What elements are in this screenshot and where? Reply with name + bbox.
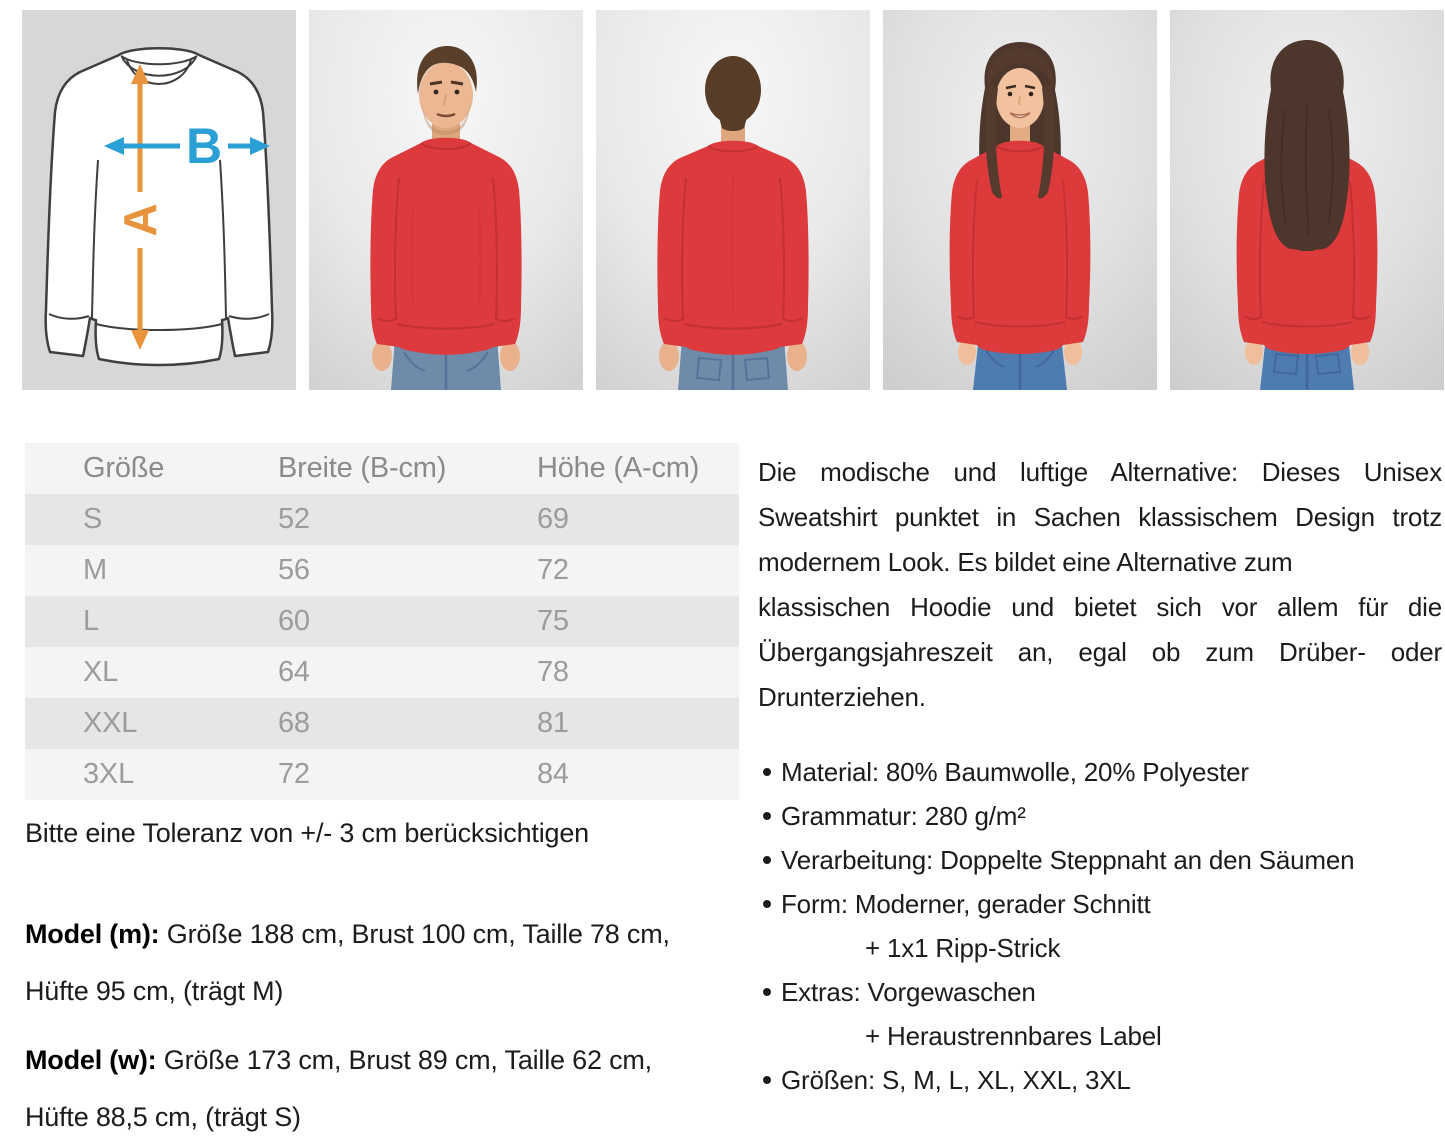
feature-text: Material: 80% Baumwolle, 20% Polyester [781, 757, 1249, 787]
feature-material [758, 750, 1442, 794]
feature-text: Grammatur: 280 g/m² [781, 801, 1026, 831]
description-line: Drunterziehen. [758, 682, 926, 712]
height-cell: 84 [537, 758, 569, 790]
size-cell: L [83, 605, 99, 637]
table-row [25, 647, 739, 698]
bullet-icon [763, 988, 771, 996]
width-cell: 52 [278, 503, 310, 535]
height-cell: 81 [537, 707, 569, 739]
feature-list [758, 750, 1442, 1102]
width-arrow-label: B [186, 118, 222, 174]
width-cell: 64 [278, 656, 310, 688]
model-male-label: Model (m): [25, 919, 160, 949]
width-cell: 68 [278, 707, 310, 739]
size-table [25, 443, 739, 800]
feature-form [758, 882, 1442, 970]
table-row [25, 698, 739, 749]
model-female-label: Model (w): [25, 1045, 157, 1075]
bullet-icon [763, 812, 771, 820]
height-cell: 75 [537, 605, 569, 637]
feature-verarbeitung [758, 838, 1442, 882]
photo-male-back [596, 10, 870, 390]
model-female-line2: Hüfte 88,5 cm, (trägt S) [25, 1102, 301, 1132]
model-female-measurements [25, 1032, 739, 1145]
height-cell: 69 [537, 503, 569, 535]
height-cell: 72 [537, 554, 569, 586]
feature-groessen [758, 1058, 1442, 1102]
width-cell: 60 [278, 605, 310, 637]
description-line: Die modische und luftige Alternative: Dieses Unisex [758, 457, 1442, 487]
table-row [25, 596, 739, 647]
size-table-header-row [25, 443, 739, 494]
model-male-line2: Hüfte 95 cm, (trägt M) [25, 976, 284, 1006]
table-row [25, 494, 739, 545]
column-header-size: Größe [83, 452, 165, 484]
photo-male-front [309, 10, 583, 390]
sweatshirt [657, 141, 808, 355]
hair [705, 56, 761, 124]
width-cell: 56 [278, 554, 310, 586]
width-cell: 72 [278, 758, 310, 790]
size-cell: M [83, 554, 107, 586]
feature-extras [758, 970, 1442, 1058]
table-row [25, 749, 739, 800]
feature-continuation: + Heraustrennbares Label [865, 1021, 1162, 1051]
bullet-icon [763, 856, 771, 864]
hair [1264, 40, 1349, 251]
tolerance-note: Bitte eine Toleranz von +/- 3 cm berücksichtigen [25, 818, 589, 848]
model-female-line1: Größe 173 cm, Brust 89 cm, Taille 62 cm, [163, 1045, 652, 1075]
feature-text: Form: Moderner, gerader Schnitt [781, 889, 1151, 919]
model-male-line1: Größe 188 cm, Brust 100 cm, Taille 78 cm, [166, 919, 670, 949]
description-line: klassischen Hoodie und bietet sich vor allem für die [758, 592, 1442, 622]
height-cell: 78 [537, 656, 569, 688]
description-line: Sweatshirt punktet in Sachen klassischem Design trotz [758, 502, 1442, 532]
photo-female-back [1170, 10, 1444, 390]
feature-continuation: + 1x1 Ripp-Strick [865, 933, 1061, 963]
size-cell: XXL [83, 707, 138, 739]
product-description [758, 450, 1442, 720]
description-line: Übergangsjahreszeit an, egal ob zum Drüber- oder [758, 637, 1442, 667]
size-cell: 3XL [83, 758, 134, 790]
feature-text: Verarbeitung: Doppelte Steppnaht an den Säumen [781, 845, 1355, 875]
table-row [25, 545, 739, 596]
product-photos-row [22, 10, 1444, 390]
column-header-width: Breite (B-cm) [278, 452, 447, 484]
height-arrow-label: A [114, 203, 166, 237]
photo-female-front [883, 10, 1157, 390]
model-male-measurements [25, 906, 739, 1020]
feature-text: Größen: S, M, L, XL, XXL, 3XL [781, 1065, 1131, 1095]
size-cell: S [83, 503, 103, 535]
size-diagram-image [22, 10, 296, 390]
sweatshirt [950, 141, 1091, 354]
feature-text: Extras: Vorgewaschen [781, 977, 1036, 1007]
sweatshirt [370, 138, 521, 355]
column-header-height: Höhe (A-cm) [537, 452, 700, 484]
description-line: modernem Look. Es bildet eine Alternative zum [758, 547, 1293, 577]
bullet-icon [763, 1076, 771, 1084]
feature-grammatur [758, 794, 1442, 838]
bullet-icon [763, 768, 771, 776]
size-cell: XL [83, 656, 119, 688]
bullet-icon [763, 900, 771, 908]
